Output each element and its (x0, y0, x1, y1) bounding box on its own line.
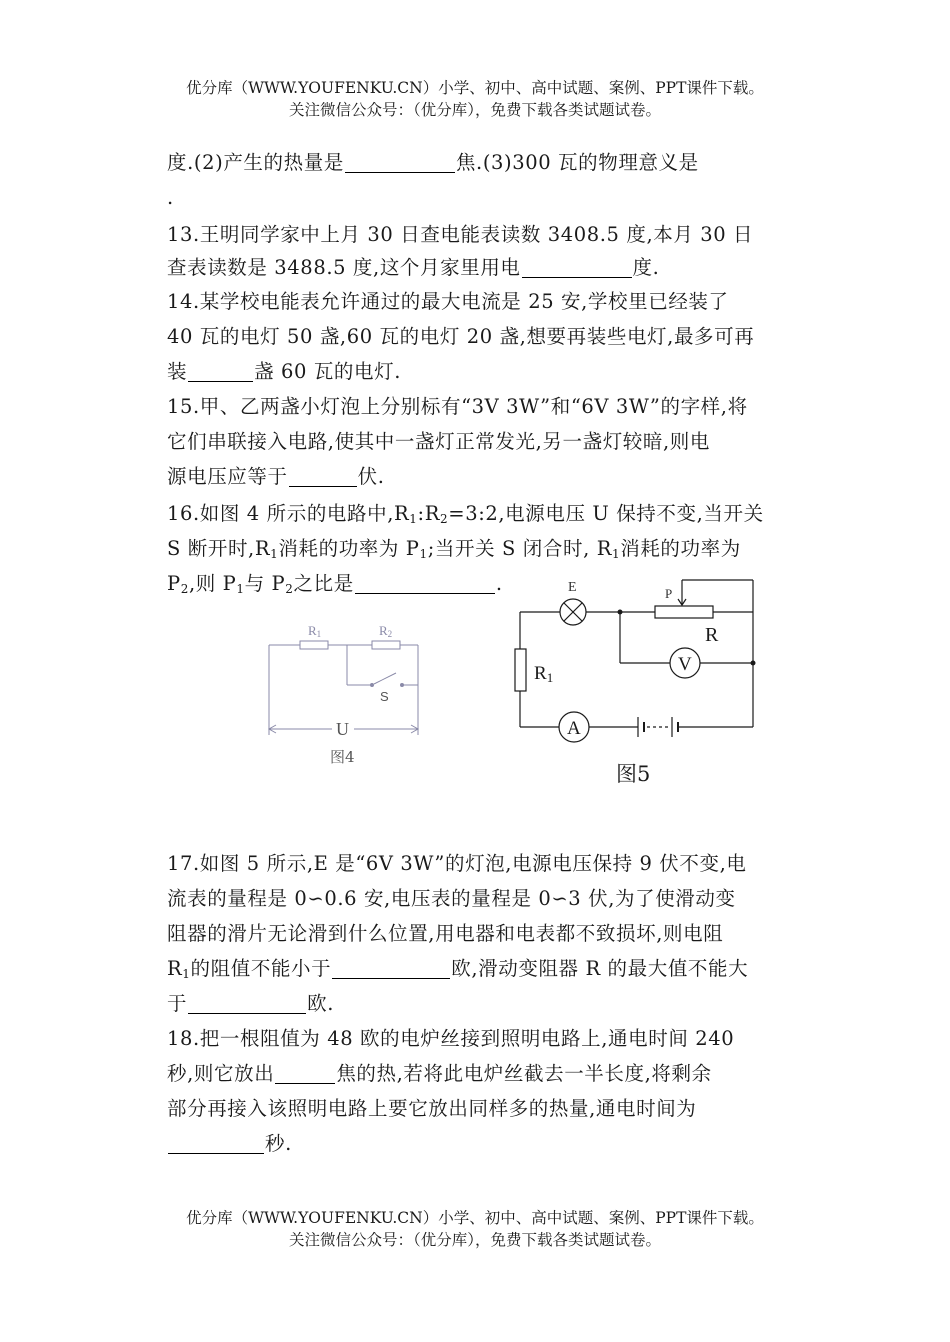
q17-l4a: R (167, 957, 183, 980)
q18-line-4 (167, 1131, 292, 1157)
q17-line-3: 阻器的滑片无论滑到什么位置,用电器和电表都不致损坏,则电阻 (167, 922, 724, 945)
fig5-label-slider: P (665, 586, 673, 601)
page-footer (0, 1207, 950, 1251)
q16-l2b: 消耗的功率为 P (278, 537, 420, 560)
q16-sub: 1 (409, 512, 418, 526)
q15-line-2: 它们串联接入电路,使其中一盏灯正常发光,另一盏灯较暗,则电 (167, 430, 710, 453)
q13-line-1: 13.王明同学家中上月 30 日查电能表读数 3408.5 度,本月 30 日 (167, 223, 754, 246)
q16-l3a: P (167, 572, 181, 595)
q17-line-5 (167, 991, 334, 1017)
q18-blank-1[interactable] (275, 1063, 335, 1084)
header-line-2: 关注微信公众号：（优分库），免费下载各类试题试卷。 (288, 101, 661, 119)
q14-blank[interactable] (188, 361, 253, 382)
q17-line-2: 流表的量程是 0∽0.6 安,电压表的量程是 0∽3 伏,为了使滑动变 (167, 887, 736, 910)
fig4-label-r1: R1 (308, 623, 322, 639)
q12-text-b: 焦.(3)300 瓦的物理意义是 (455, 151, 699, 174)
q16-sub: 1 (236, 582, 245, 596)
q12-end: . (167, 186, 174, 209)
q17-line-1: 17.如图 5 所示,E 是“6V 3W”的灯泡,电源电压保持 9 伏不变,电 (167, 852, 747, 875)
figure-4 (262, 615, 432, 775)
q17-l5a: 于 (167, 992, 188, 1015)
q17-l5b: 欧. (307, 992, 335, 1015)
q16-line-2 (167, 536, 741, 562)
q16-l3c: 与 P (244, 572, 286, 595)
q14-line-3 (167, 359, 401, 385)
q16-l2d: 消耗的功率为 (620, 537, 741, 560)
fig4-label-r2: R2 (379, 623, 393, 639)
q18-line-2 (167, 1061, 712, 1087)
fig4-label-switch: S (380, 689, 389, 704)
footer-line-1: 优分库（WWW.YOUFENKU.CN）小学、初中、高中试题、案例、PPT课件下载。 (186, 1209, 764, 1227)
fig4-switch-blade (374, 673, 396, 684)
q16-blank[interactable] (355, 573, 495, 594)
q14-line-1: 14.某学校电能表允许通过的最大电流是 25 安,学校里已经装了 (167, 290, 729, 313)
q18-blank-2[interactable] (168, 1133, 264, 1154)
q16-line-3 (167, 571, 503, 597)
fig5-label-lamp: E (568, 580, 577, 595)
q16-l3e: . (495, 572, 503, 595)
footer-line-2: 关注微信公众号：（优分库），免费下载各类试题试卷。 (288, 1231, 661, 1249)
q15-text-a: 源电压应等于 (167, 465, 288, 488)
q14-text-b: 盏 60 瓦的电灯. (254, 360, 402, 383)
fig5-resistor-r1 (515, 649, 526, 691)
q16-l1c: =3:2,电源电压 U 保持不变,当开关 (448, 502, 764, 525)
figure-5 (510, 575, 770, 790)
q16-l2c: ;当开关 S 闭合时, R (427, 537, 612, 560)
q12-line (167, 150, 699, 176)
q15-text-b: 伏. (357, 465, 385, 488)
q15-line-1: 15.甲、乙两盏小灯泡上分别标有“3V 3W”和“6V 3W”的字样,将 (167, 395, 748, 418)
q16-sub: 2 (180, 582, 189, 596)
q17-line-4 (167, 956, 748, 982)
fig5-junction (751, 661, 756, 666)
q16-l1a: 16.如图 4 所示的电路中,R (167, 502, 410, 525)
fig5-label-rheostat: R (705, 624, 719, 646)
q13-line-2 (167, 255, 659, 281)
q16-sub: 1 (419, 547, 428, 561)
q16-sub: 1 (270, 547, 279, 561)
q16-sub: 2 (440, 512, 449, 526)
q16-line-1 (167, 501, 764, 527)
fig5-junction (618, 610, 623, 615)
q16-sub: 2 (285, 582, 294, 596)
q13-text-b: 度. (632, 256, 660, 279)
fig5-label-r1: R1 (534, 663, 554, 685)
fig5-label-ammeter: A (567, 718, 581, 739)
fig4-switch-contact (370, 683, 374, 687)
q16-l3b: ,则 P (188, 572, 237, 595)
q13-blank[interactable] (522, 257, 632, 278)
q12-blank[interactable] (345, 152, 455, 173)
q17-blank-1[interactable] (332, 958, 450, 979)
q14-text-a: 装 (167, 360, 188, 383)
page-header (0, 77, 950, 121)
fig4-switch-contact (400, 683, 404, 687)
q16-l1b: :R (417, 502, 440, 525)
q16-l2a: S 断开时,R (167, 537, 271, 560)
q16-l3d: 之比是 (293, 572, 354, 595)
q18-l2a: 秒,则它放出 (167, 1062, 275, 1085)
q15-blank[interactable] (289, 466, 357, 487)
fig5-rheostat (655, 606, 713, 618)
q13-text-a: 查表读数是 3488.5 度,这个月家里用电 (167, 256, 521, 279)
q14-line-2: 40 瓦的电灯 50 盏,60 瓦的电灯 20 盏,想要再装些电灯,最多可再 (167, 325, 755, 348)
q18-line-1: 18.把一根阻值为 48 欧的电炉丝接到照明电路上,通电时间 240 (167, 1027, 735, 1050)
q17-sub: 1 (182, 967, 191, 981)
header-line-1: 优分库（WWW.YOUFENKU.CN）小学、初中、高中试题、案例、PPT课件下载。 (186, 79, 764, 97)
q18-l2b: 焦的热,若将此电炉丝截去一半长度,将剩余 (336, 1062, 712, 1085)
fig4-resistor-r1 (300, 641, 328, 649)
fig5-caption: 图5 (616, 762, 651, 786)
fig5-label-voltmeter: V (678, 654, 692, 675)
q12-text-a: 度.(2)产生的热量是 (167, 151, 344, 174)
q17-l4b: 的阻值不能小于 (190, 957, 332, 980)
q18-l4b: 秒. (265, 1132, 292, 1155)
q16-sub: 1 (611, 547, 621, 561)
q17-blank-2[interactable] (188, 993, 306, 1014)
fig4-caption: 图4 (330, 748, 355, 766)
q15-line-3 (167, 464, 385, 490)
fig4-resistor-r2 (372, 641, 400, 649)
q18-line-3: 部分再接入该照明电路上要它放出同样多的热量,通电时间为 (167, 1097, 697, 1120)
q17-l4c: 欧,滑动变阻器 R 的最大值不能大 (451, 957, 749, 980)
fig4-label-voltage: U (336, 719, 349, 739)
